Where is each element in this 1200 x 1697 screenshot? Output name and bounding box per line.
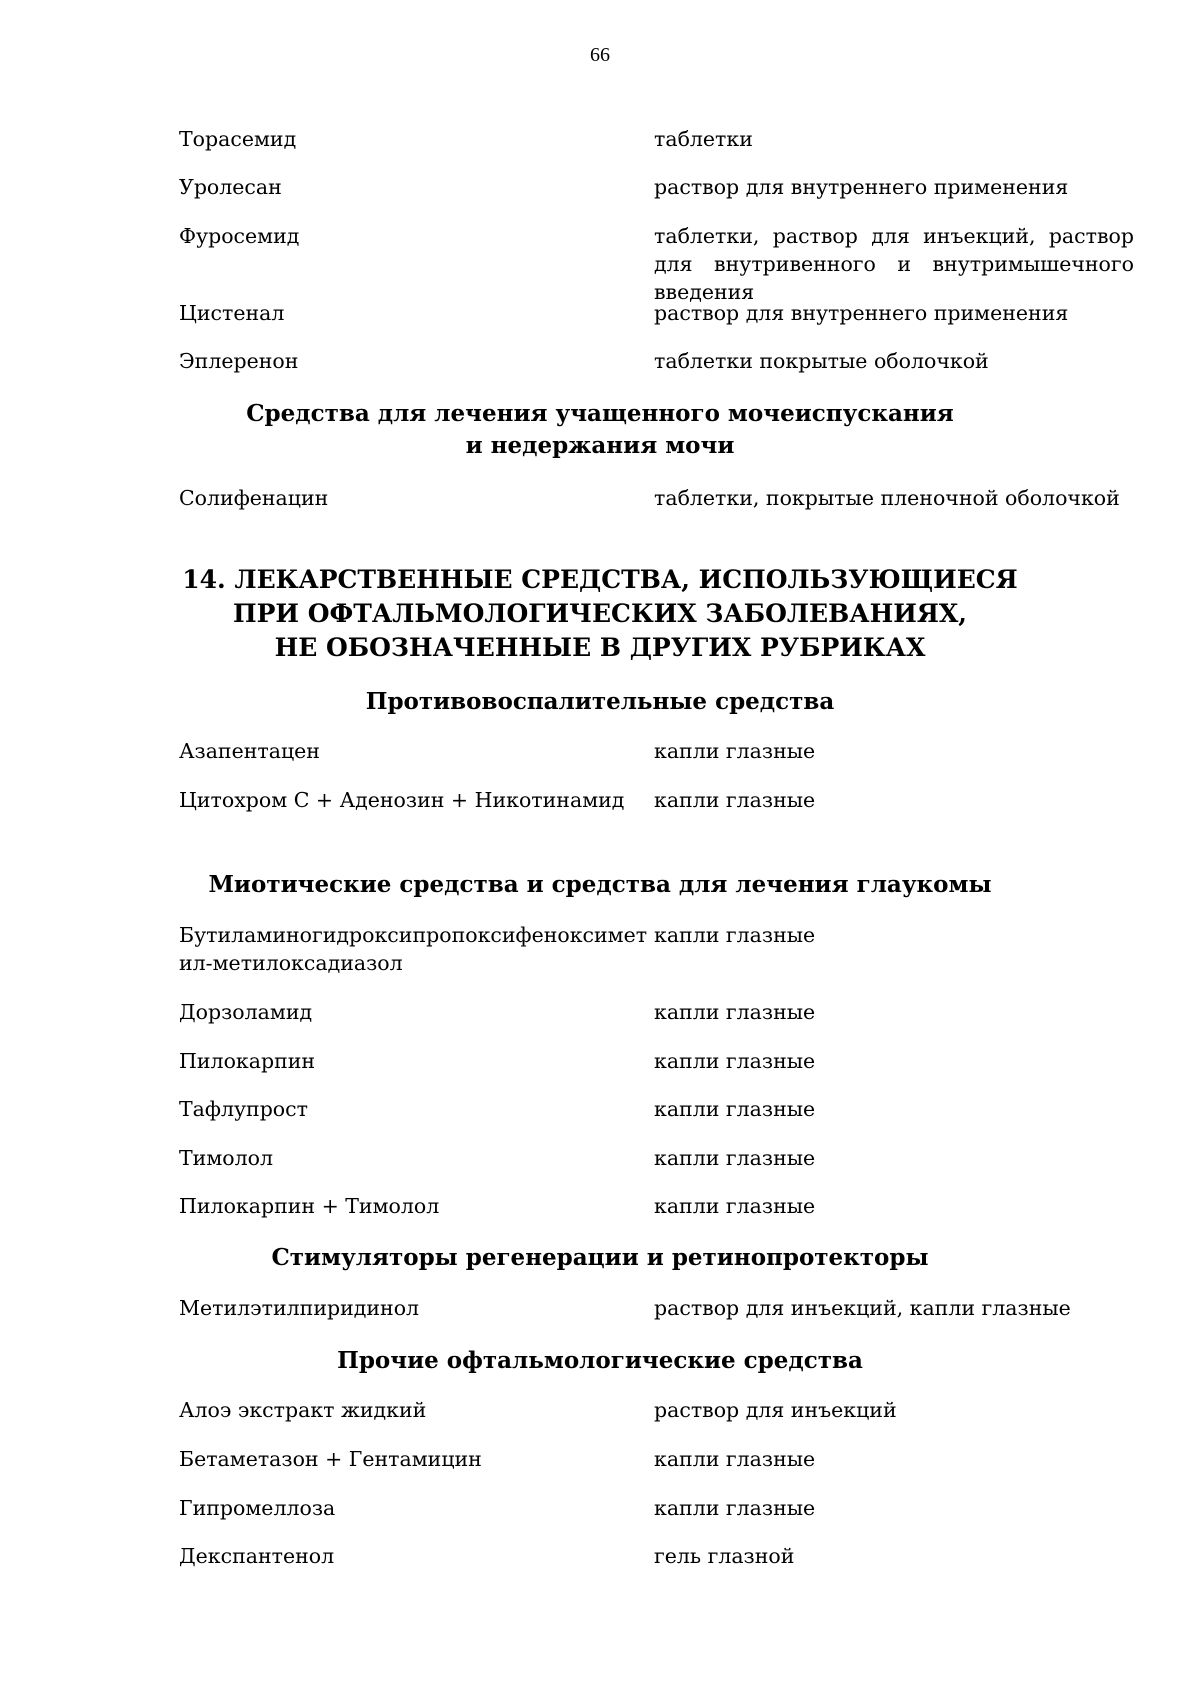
dosage-form: таблетки, раствор для инъекций, раствор для внутривенного и внутримышечного введения: [654, 224, 1134, 304]
dosage-form: раствор для инъекций, капли глазные: [654, 1296, 1071, 1320]
drug-name: Пилокарпин: [179, 1049, 316, 1073]
drug-name: Тимолол: [179, 1146, 274, 1170]
drug-name: Торасемид: [179, 127, 297, 151]
dosage-form: капли глазные: [654, 1496, 816, 1520]
drug-name: Декспантенол: [179, 1544, 335, 1568]
dosage-form: капли глазные: [654, 1194, 816, 1218]
drug-name: Уролесан: [179, 175, 282, 199]
drug-name: Дорзоламид: [179, 1000, 313, 1024]
dosage-form: капли глазные: [654, 1447, 816, 1471]
drug-name: Цистенал: [179, 301, 285, 325]
drug-name: Пилокарпин + Тимолол: [179, 1194, 440, 1218]
dosage-form: капли глазные: [654, 739, 816, 763]
dosage-form: капли глазные: [654, 788, 816, 812]
drug-name: Тафлупрост: [179, 1097, 308, 1121]
drug-name: Гипромеллоза: [179, 1496, 336, 1520]
dosage-form: капли глазные: [654, 1146, 816, 1170]
drug-name: Азапентацен: [179, 739, 320, 763]
dosage-form: капли глазные: [654, 923, 816, 947]
chapter-title: 14. ЛЕКАРСТВЕННЫЕ СРЕДСТВА, ИСПОЛЬЗУЮЩИЕСЯ ПРИ ОФТАЛЬМОЛОГИЧЕСКИХ ЗАБОЛЕВАНИЯХ, НЕ ОБОЗНАЧЕННЫЕ В ДРУГИХ РУБРИКАХ: [182, 565, 1018, 662]
section-heading-urinary: Средства для лечения учащенного мочеиспускания и недержания мочи: [246, 400, 954, 459]
drug-name: Метилэтилпиридинол: [179, 1296, 420, 1320]
section-heading-regeneration: Стимуляторы регенерации и ретинопротекторы: [271, 1244, 929, 1271]
dosage-form: раствор для внутреннего применения: [654, 175, 1069, 199]
dosage-form: раствор для инъекций: [654, 1398, 897, 1422]
dosage-form: капли глазные: [654, 1049, 816, 1073]
section-heading-antiinflammatory: Противовоспалительные средства: [365, 688, 835, 715]
dosage-form: таблетки, покрытые пленочной оболочкой: [654, 486, 1120, 510]
drug-name: Цитохром С + Аденозин + Никотинамид: [179, 788, 625, 812]
drug-name: Бутиламиногидроксипропоксифеноксиметил-метилоксадиазол: [179, 923, 648, 975]
drug-name: Бетаметазон + Гентамицин: [179, 1447, 482, 1471]
section-heading-miotic: Миотические средства и средства для лечения глаукомы: [208, 871, 992, 898]
drug-name: Фуросемид: [179, 224, 300, 248]
dosage-form: гель глазной: [654, 1544, 795, 1568]
dosage-form: таблетки: [654, 127, 753, 151]
page-number: 66: [590, 44, 610, 66]
dosage-form: раствор для внутреннего применения: [654, 301, 1069, 325]
drug-name: Эплеренон: [179, 349, 299, 373]
section-heading-other: Прочие офтальмологические средства: [337, 1347, 863, 1374]
dosage-form: капли глазные: [654, 1000, 816, 1024]
drug-name: Солифенацин: [179, 486, 329, 510]
dosage-form: таблетки покрытые оболочкой: [654, 349, 989, 373]
drug-name: Алоэ экстракт жидкий: [179, 1398, 427, 1422]
dosage-form: капли глазные: [654, 1097, 816, 1121]
